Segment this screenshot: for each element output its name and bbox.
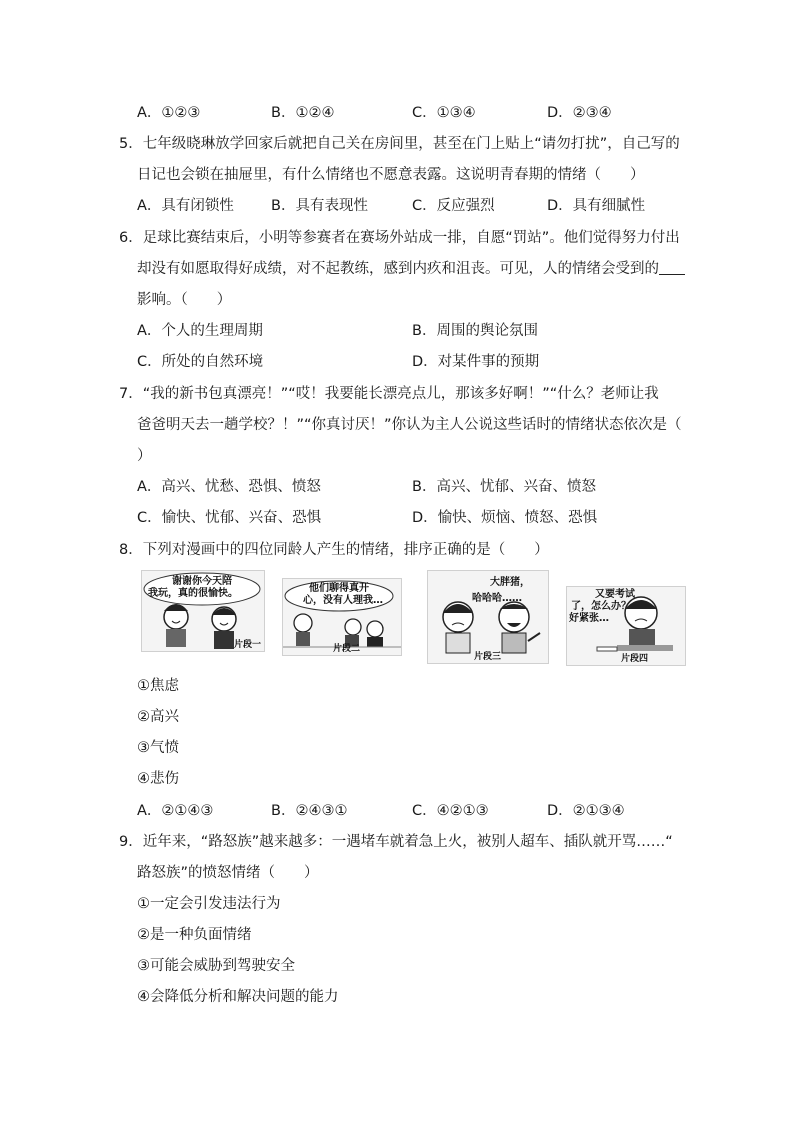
q8-stem-line-1: 8．下列对漫画中的四位同龄人产生的情绪，排序正确的是（ ） [119, 542, 549, 558]
q9-item-3: ③可能会威胁到驾驶安全 [137, 958, 295, 974]
q4-option-a[interactable]: A．①②③ [137, 105, 201, 121]
q8-item-1: ①焦虑 [137, 678, 179, 694]
q6-option-c[interactable]: C．所处的自然环境 [137, 354, 264, 370]
q4-option-c[interactable]: C．①③④ [412, 105, 476, 121]
q6-option-b[interactable]: B．周围的舆论氛围 [412, 323, 538, 339]
q8-option-c[interactable]: C．④②①③ [412, 803, 489, 819]
q7-option-c[interactable]: C．愉快、忧郁、兴奋、恐惧 [137, 510, 322, 526]
q6-stem-line-2: 却没有如愿取得好成绩，对不起教练，感到内疚和沮丧。可见，人的情绪会受到的 [137, 259, 685, 279]
q9-stem-line-2: 路怒族”的愤怒情绪（ ） [137, 865, 319, 881]
comic-3-caption: 片段三 [474, 652, 502, 662]
q5-option-c[interactable]: C．反应强烈 [412, 198, 495, 214]
q5-option-a[interactable]: A．具有闭锁性 [137, 198, 234, 214]
q8-item-2: ②高兴 [137, 709, 179, 725]
q5-option-b[interactable]: B．具有表现性 [271, 198, 368, 214]
q5-stem-line-2: 日记也会锁在抽屉里，有什么情绪也不愿意表露。这说明青春期的情绪（ ） [137, 167, 645, 183]
q6-option-d[interactable]: D．对某件事的预期 [412, 354, 540, 370]
comic-2-caption: 片段二 [333, 644, 361, 654]
comic-2-speech-line-2: 心，没有人理我… [303, 595, 383, 606]
q7-stem-line-3: ） [137, 448, 152, 464]
q5-option-d[interactable]: D．具有细腻性 [547, 198, 646, 214]
q7-stem-line-2: 爸爸明天去一趟学校？！”“你真讨厌！”你认为主人公说这些话时的情绪状态依次是（ [137, 417, 682, 433]
q4-option-b[interactable]: B．①②④ [271, 105, 335, 121]
comic-1-caption: 片段一 [234, 640, 262, 650]
comic-4-speech-line-1: 又要考试 [595, 589, 635, 600]
comic-panel-3 [427, 570, 549, 664]
q7-option-b[interactable]: B．高兴、忧郁、兴奋、愤怒 [412, 479, 596, 495]
q6-option-a[interactable]: A．个人的生理周期 [137, 323, 263, 339]
q7-option-a[interactable]: A．高兴、忧愁、恐惧、愤怒 [137, 479, 321, 495]
q9-stem-line-1: 9．近年来，“路怒族”越来越多：一遇堵车就着急上火，被别人超车、插队就开骂……“ [119, 834, 673, 850]
comic-3-speech-line-1: 大胖猪， [490, 577, 530, 588]
q8-option-d[interactable]: D．②①③④ [547, 803, 625, 819]
comic-panel-1 [141, 570, 265, 652]
comic-panel-4 [566, 586, 686, 666]
q9-item-1: ①一定会引发违法行为 [137, 896, 281, 912]
comic-1-speech-line-2: 我玩，真的很愉快。 [148, 588, 238, 599]
q8-item-4: ④悲伤 [137, 771, 179, 787]
comic-4-caption: 片段四 [621, 654, 649, 664]
comic-1-speech-line-1: 谢谢你今天陪 [172, 576, 232, 587]
q5-stem-line-1: 5．七年级晓琳放学回家后就把自己关在房间里，甚至在门上贴上“请勿打扰”，自己写的 [119, 136, 680, 152]
comic-3-speech-line-2: 哈哈哈…… [472, 593, 522, 604]
q6-answer-blank[interactable] [659, 260, 685, 275]
q8-option-b[interactable]: B．②④③① [271, 803, 348, 819]
comic-2-speech-line-1: 他们聊得真开 [309, 583, 369, 594]
q8-item-3: ③气愤 [137, 740, 179, 756]
q6-stem-line-1: 6．足球比赛结束后，小明等参赛者在赛场外站成一排，自愿“罚站”。他们觉得努力付出 [119, 230, 680, 246]
q7-option-d[interactable]: D．愉快、烦恼、愤怒、恐惧 [412, 510, 598, 526]
q7-stem-line-1: 7．“我的新书包真漂亮！”“哎！我要能长漂亮点儿，那该多好啊！”“什么？老师让我 [119, 386, 659, 402]
q6-stem-line-3: 影响。（ ） [137, 292, 232, 308]
comic-4-speech-line-2: 了，怎么办？ [571, 601, 631, 612]
q9-item-4: ④会降低分析和解决问题的能力 [137, 989, 339, 1005]
q8-option-a[interactable]: A．②①④③ [137, 803, 214, 819]
q4-option-d[interactable]: D．②③④ [547, 105, 612, 121]
comic-4-speech-line-3: 好紧张… [569, 613, 609, 624]
q9-item-2: ②是一种负面情绪 [137, 927, 252, 943]
comic-panel-2 [282, 578, 402, 656]
